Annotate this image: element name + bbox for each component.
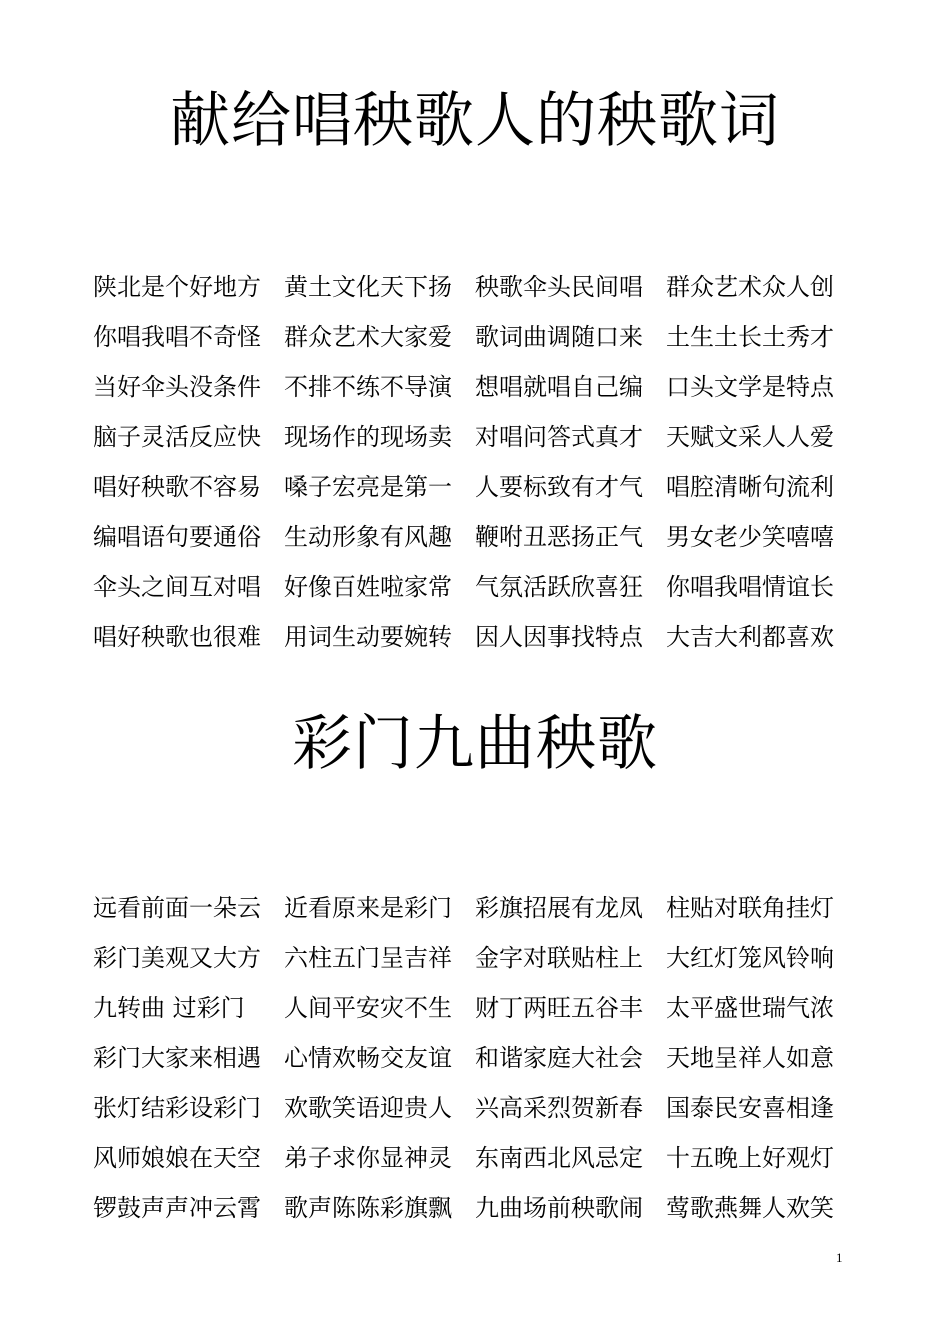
verse-line: 你唱我唱不奇怪: [93, 323, 261, 351]
verse-row: [93, 1083, 873, 1133]
verse-line: 和谐家庭大社会: [475, 1044, 643, 1072]
verse-line: 想唱就唱自己编: [475, 373, 643, 401]
verse-line: 大吉大利都喜欢: [666, 623, 834, 651]
verse-row: [93, 883, 873, 933]
verse-line: 锣鼓声声冲云霄: [93, 1194, 261, 1222]
verse-row: [93, 1133, 873, 1183]
verse-line: 十五晚上好观灯: [666, 1144, 834, 1172]
verse-line: 彩门大家来相遇: [93, 1044, 261, 1072]
verse-line: 柱贴对联角挂灯: [666, 894, 834, 922]
verse-row: [93, 1033, 873, 1083]
verse-row: [93, 412, 873, 462]
verse-line: 嗓子宏亮是第一: [284, 473, 452, 501]
verse-line: 歌声陈陈彩旗飘: [284, 1194, 452, 1222]
verse-row: [93, 983, 873, 1033]
verse-row: [93, 362, 873, 412]
verse-line: 兴高采烈贺新春: [475, 1094, 643, 1122]
section-title-2: 彩门九曲秧歌: [292, 709, 658, 779]
verse-line: 彩旗招展有龙凤: [475, 894, 643, 922]
verse-line: 现场作的现场卖: [284, 423, 452, 451]
verse-line: 黄土文化天下扬: [284, 273, 452, 301]
verse-line: 大红灯笼风铃响: [666, 944, 834, 972]
verse-block-2: [93, 883, 873, 1233]
verse-line: 唱好秧歌不容易: [93, 473, 261, 501]
verse-line: 用词生动要婉转: [284, 623, 452, 651]
verse-line: 对唱问答式真才: [475, 423, 643, 451]
verse-line: 当好伞头没条件: [93, 373, 261, 401]
verse-line: 弟子求你显神灵: [284, 1144, 452, 1172]
verse-line: 群众艺术众人创: [666, 273, 834, 301]
verse-line: 秧歌伞头民间唱: [475, 273, 643, 301]
verse-line: 莺歌燕舞人欢笑: [666, 1194, 834, 1222]
verse-line: 金字对联贴柱上: [475, 944, 643, 972]
verse-line: 唱好秧歌也很难: [93, 623, 261, 651]
verse-row: [93, 262, 873, 312]
verse-row: [93, 462, 873, 512]
verse-line: 唱腔清晰句流利: [666, 473, 834, 501]
verse-line: 心情欢畅交友谊: [284, 1044, 452, 1072]
verse-line: 土生土长土秀才: [666, 323, 834, 351]
verse-line: 生动形象有风趣: [284, 523, 452, 551]
verse-row: [93, 1183, 873, 1233]
verse-line: 人要标致有才气: [475, 473, 643, 501]
verse-line: 伞头之间互对唱: [93, 573, 261, 601]
verse-line: 国泰民安喜相逢: [666, 1094, 834, 1122]
section-title-1: 献给唱秧歌人的秧歌词: [170, 86, 780, 156]
verse-line: 编唱语句要通俗: [93, 523, 261, 551]
verse-line: 天赋文采人人爱: [666, 423, 834, 451]
verse-line: 脑子灵活反应快: [93, 423, 261, 451]
verse-row: [93, 933, 873, 983]
verse-line: 好像百姓啦家常: [284, 573, 452, 601]
verse-line: 财丁两旺五谷丰: [475, 994, 643, 1022]
verse-line: 九转曲 过彩门: [93, 994, 245, 1022]
verse-row: [93, 312, 873, 362]
verse-line: 你唱我唱情谊长: [666, 573, 834, 601]
verse-line: 风师娘娘在天空: [93, 1144, 261, 1172]
verse-line: 群众艺术大家爱: [284, 323, 452, 351]
verse-row: [93, 512, 873, 562]
verse-line: 不排不练不导演: [284, 373, 452, 401]
verse-line: 气氛活跃欣喜狂: [475, 573, 643, 601]
verse-line: 人间平安灾不生: [284, 994, 452, 1022]
verse-line: 陕北是个好地方: [93, 273, 261, 301]
page-number: 1: [836, 1250, 843, 1265]
verse-line: 欢歌笑语迎贵人: [284, 1094, 452, 1122]
verse-line: 远看前面一朵云: [93, 894, 261, 922]
verse-line: 天地呈祥人如意: [666, 1044, 834, 1072]
verse-line: 近看原来是彩门: [284, 894, 452, 922]
verse-line: 九曲场前秧歌闹: [475, 1194, 643, 1222]
verse-line: 东南西北风忌定: [475, 1144, 643, 1172]
verse-line: 因人因事找特点: [475, 623, 643, 651]
verse-line: 彩门美观又大方: [93, 944, 261, 972]
verse-line: 鞭咐丑恶扬正气: [475, 523, 643, 551]
verse-row: [93, 612, 873, 662]
verse-line: 六柱五门呈吉祥: [284, 944, 452, 972]
verse-row: [93, 562, 873, 612]
verse-block-1: [93, 262, 873, 662]
verse-line: 张灯结彩设彩门: [93, 1094, 261, 1122]
verse-line: 口头文学是特点: [666, 373, 834, 401]
verse-line: 歌词曲调随口来: [475, 323, 643, 351]
verse-line: 太平盛世瑞气浓: [666, 994, 834, 1022]
verse-line: 男女老少笑嘻嘻: [666, 523, 834, 551]
